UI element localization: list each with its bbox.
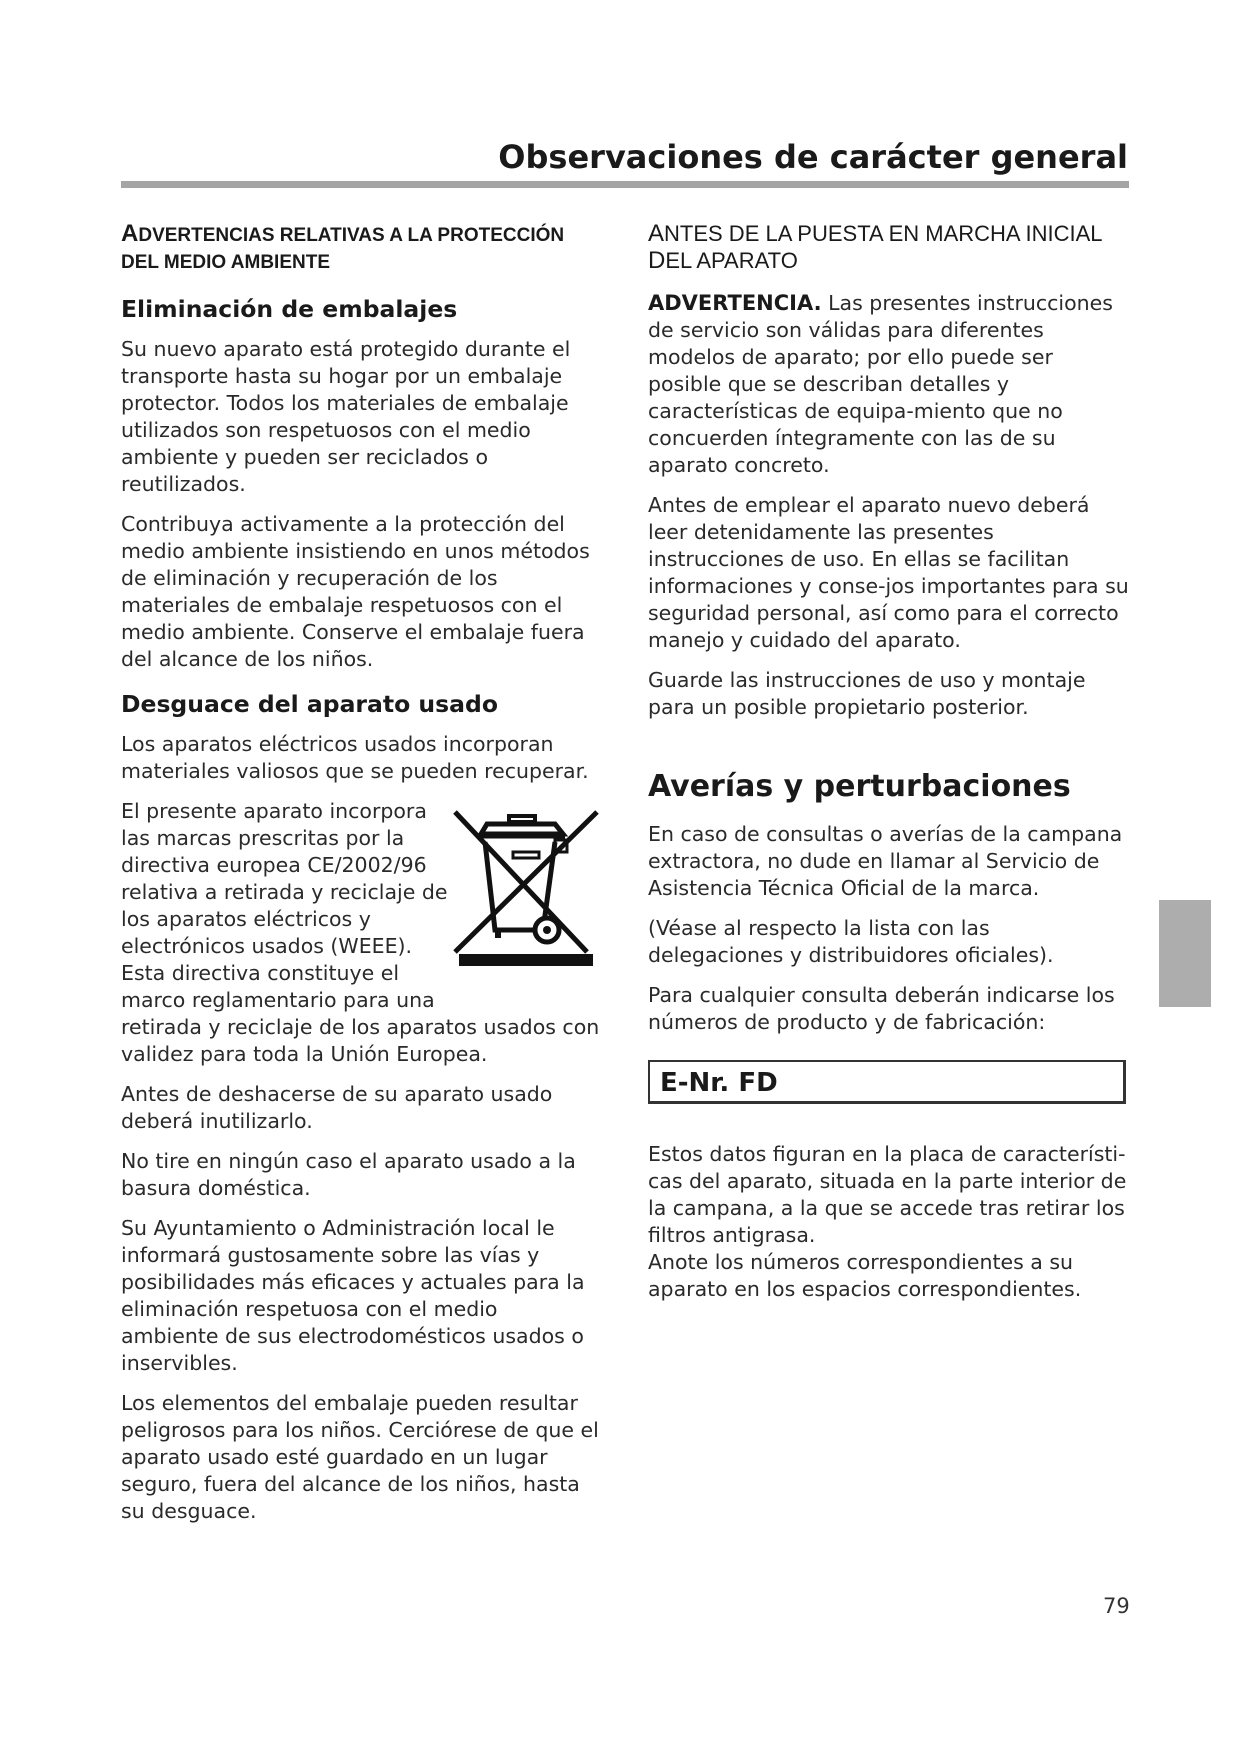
weee-block: [121, 798, 601, 1068]
weee-line: directiva europea CE/2002/96: [121, 853, 427, 877]
packaging-disposal-heading: Eliminación de embalajes: [121, 295, 458, 323]
weee-line: Esta directiva constituye el: [121, 961, 400, 985]
disposal-paragraph-3: Antes de deshacerse de su aparato usado deberá inutilizarlo.: [121, 1082, 553, 1133]
faults-paragraph-1: En caso de consultas o averías de la campana extractora, no dude en llamar al Servicio de Asistencia Técnica Oficial de la marca.: [648, 822, 1123, 900]
faults-heading: Averías y perturbaciones: [648, 769, 1071, 804]
disposal-paragraph-6: Los elementos del embalaje pueden resultar peligrosos para los niños. Cerciórese de que el aparato usado esté guardado en un lugar seguro, fuera del alcance de los niños, hasta su desguace.: [121, 1391, 599, 1523]
weee-line: electrónicos usados (WEEE).: [121, 934, 413, 958]
page-title: Observaciones de carácter general: [498, 138, 1128, 176]
weee-paragraph-tail: retirada y reciclaje de los aparatos usados con validez para toda la Unión Europea.: [121, 1015, 600, 1066]
weee-line: El presente aparato incorpora: [121, 799, 427, 823]
warning-label: ADVERTENCIA.: [648, 291, 822, 315]
weee-line: las marcas prescritas por la: [121, 826, 405, 850]
disposal-paragraph-4: No tire en ningún caso el aparato usado a la basura doméstica.: [121, 1149, 576, 1200]
faults-paragraph-3: Para cualquier consulta deberán indicarse los números de producto y de fabricación:: [648, 983, 1115, 1034]
first-use-section-heading: ANTES DE LA PUESTA EN MARCHA INICIAL DEL APARATO: [648, 220, 1103, 274]
right-column-lower: [648, 1141, 1130, 1303]
chapter-tab-marker: [1159, 900, 1211, 1007]
environment-section-heading: ADVERTENCIAS RELATIVAS A LA PROTECCIÓN DEL MEDIO AMBIENTE: [121, 220, 565, 273]
faults-paragraph-4: Estos datos figuran en la placa de característi-cas del aparato, situada en la parte interior de la campana, a la que se accede tras retirar los filtros antigrasa.: [648, 1142, 1127, 1247]
weee-line: relativa a retirada y reciclaje de: [121, 880, 448, 904]
disposal-paragraph-5: Su Ayuntamiento o Administración local le informará gustosamente sobre las vías y posibilidades más eficaces y actuales para la eliminación respetuosa con el medio ambiente de sus electrodomésticos usados o inservibles.: [121, 1216, 585, 1375]
weee-line: marco reglamentario para una: [121, 988, 435, 1012]
title-divider: [121, 181, 1129, 188]
enr-fd-field: E-Nr. FD: [648, 1060, 1126, 1104]
crossed-out-wheeled-bin-icon: [451, 798, 601, 968]
warning-paragraph: ADVERTENCIA. Las presentes instrucciones de servicio son válidas para diferentes modelos de aparato; por ello puede ser posible que se describan detalles y características de equipa-miento que no concuerden íntegramente con las de su aparato concreto.: [648, 291, 1113, 477]
first-use-paragraph-2: Antes de emplear el aparato nuevo deberá leer detenidamente las presentes instrucciones de uso. En ellas se facilitan informaciones y conse-jos importantes para su seguridad personal, así como para el correcto manejo y cuidado del aparato.: [648, 493, 1129, 652]
faults-paragraph-5: Anote los números correspondientes a su aparato en los espacios correspondientes.: [648, 1250, 1082, 1301]
weee-line: los aparatos eléctricos y: [121, 907, 371, 931]
appliance-disposal-heading: Desguace del aparato usado: [121, 690, 498, 718]
faults-paragraph-2: (Véase al respecto la lista con las delegaciones y distribuidores oficiales).: [648, 916, 1054, 967]
left-column: [121, 220, 601, 1525]
first-use-paragraph-3: Guarde las instrucciones de uso y montaje para un posible propietario posterior.: [648, 668, 1086, 719]
page-number: 79: [1103, 1594, 1130, 1618]
disposal-paragraph-1: Los aparatos eléctricos usados incorporan materiales valiosos que se pueden recuperar.: [121, 732, 589, 783]
packaging-paragraph-1: Su nuevo aparato está protegido durante el transporte hasta su hogar por un embalaje protector. Todos los materiales de embalaje utilizados son respetuosos con el medio ambiente y pueden ser reciclados o reutilizados.: [121, 337, 571, 496]
right-column: [648, 220, 1130, 1036]
packaging-paragraph-2: Contribuya activamente a la protección del medio ambiente insistiendo en unos métodos de eliminación y recuperación de los materiales de embalaje respetuosos con el medio ambiente. Conserve el embalaje fuera del alcance de los niños.: [121, 512, 590, 671]
